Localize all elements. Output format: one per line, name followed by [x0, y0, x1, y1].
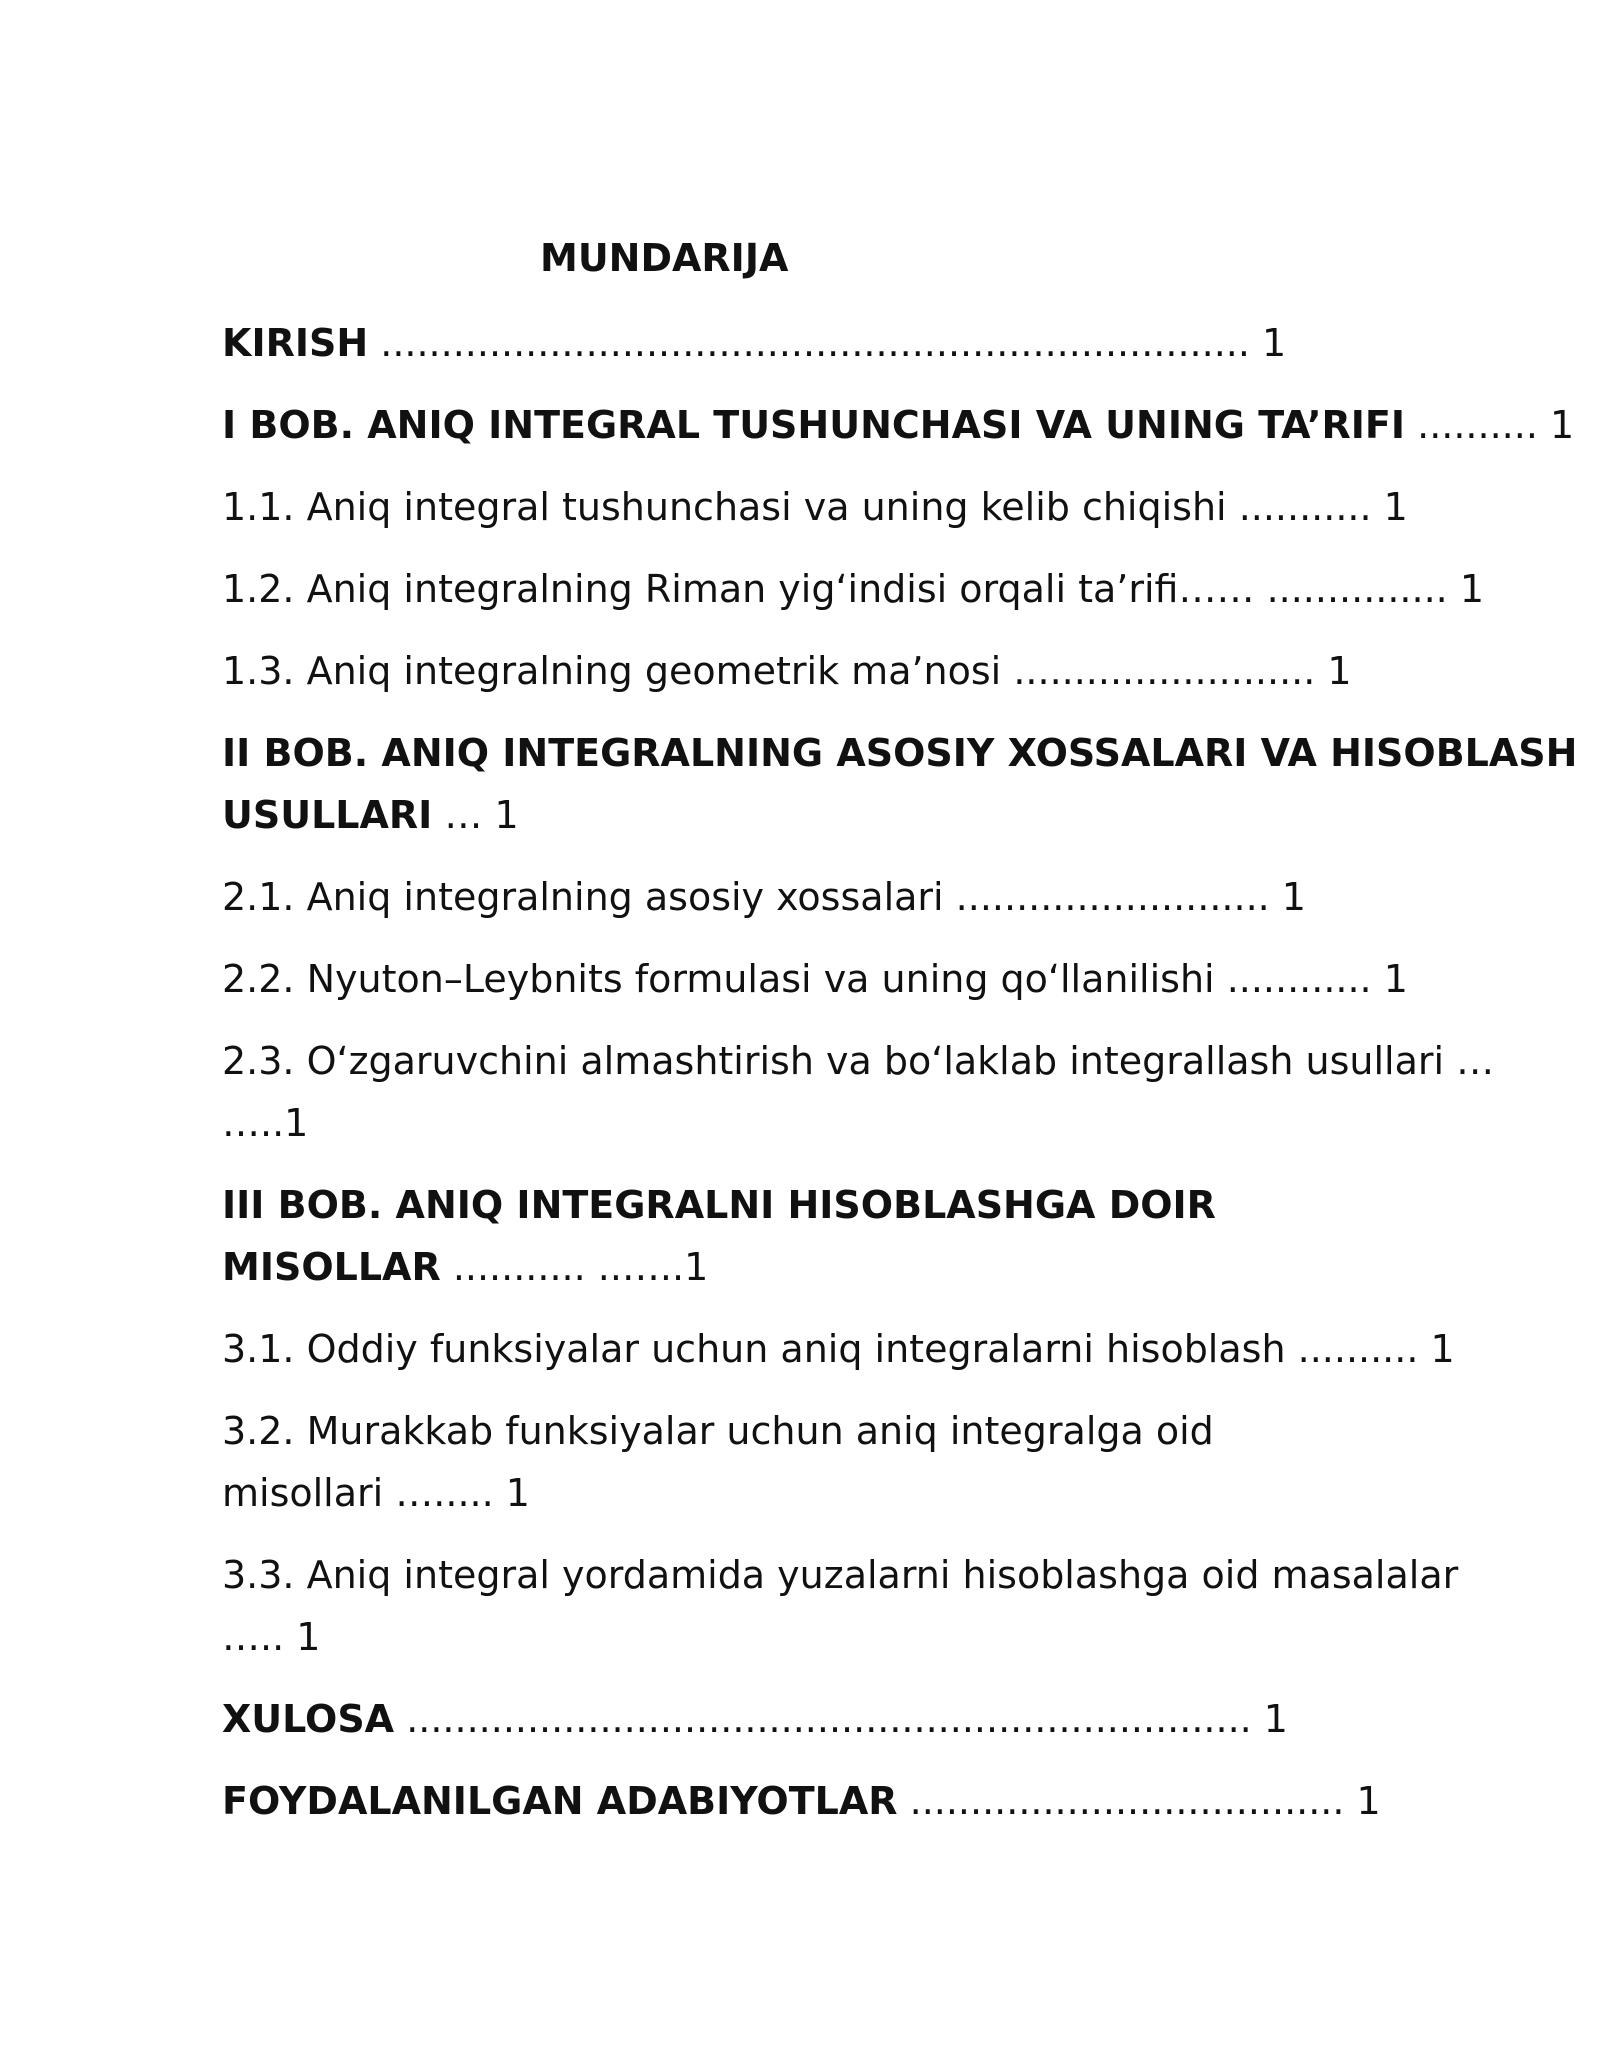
- toc-entry-3-2-cont: [222, 1462, 530, 1524]
- toc-entry-page: ......................... 1: [1001, 649, 1352, 693]
- toc-entry-chapter-2: [222, 722, 1577, 784]
- toc-entry-chapter-1: [222, 394, 1574, 456]
- toc-entry-page: .......................... 1: [943, 875, 1306, 919]
- toc-entry-chapter-3-cont: [222, 1236, 708, 1298]
- toc-entry-1-1: [222, 476, 1408, 538]
- toc-entry-xulosa: [222, 1688, 1288, 1750]
- toc-entry-title: 2.3. O‘zgaruvchini almashtirish va bo‘laklab integrallash usullari …: [222, 1039, 1495, 1083]
- toc-heading: MUNDARIJA: [540, 236, 789, 280]
- toc-entry-title: 3.1. Oddiy funksiyalar uchun aniq integralarni hisoblash: [222, 1327, 1286, 1371]
- toc-entry-title: 1.2. Aniq integralning Riman yig‘indisi orqali ta’rifi……: [222, 567, 1255, 611]
- toc-entry-title: MISOLLAR: [222, 1245, 441, 1289]
- toc-entry-title: KIRISH: [222, 321, 369, 365]
- toc-entry-page: ...................................................................... 1: [394, 1697, 1288, 1741]
- toc-entry-title: 1.1. Aniq integral tushunchasi va uning kelib chiqishi: [222, 485, 1227, 529]
- toc-entry-page: ............ 1: [1214, 957, 1408, 1001]
- toc-entry-3-1: [222, 1318, 1455, 1380]
- toc-entry-page: … 1: [432, 793, 519, 837]
- toc-entry-3-3-cont: [222, 1606, 320, 1668]
- toc-entry-title: USULLARI: [222, 793, 433, 837]
- toc-entry-3-3: [222, 1544, 1458, 1606]
- toc-entry-1-2: [222, 558, 1484, 620]
- toc-entry-references: [222, 1770, 1381, 1832]
- toc-entry-page: .......... 1: [1405, 403, 1575, 447]
- toc-entry-title: II BOB. ANIQ INTEGRALNING ASOSIY XOSSALARI VA HISOBLASH: [222, 731, 1578, 775]
- toc-entry-page: ........................................................................ 1: [368, 321, 1287, 365]
- toc-entry-2-2: [222, 948, 1408, 1010]
- toc-entry-title: misollari: [222, 1471, 384, 1515]
- toc-entry-page: ….. 1: [222, 1615, 321, 1659]
- toc-entry-page: .......... 1: [1285, 1327, 1455, 1371]
- toc-entry-page: …..1: [222, 1101, 309, 1145]
- toc-entry-title: 1.3. Aniq integralning geometrik ma’nosi: [222, 649, 1002, 693]
- toc-entry-title: 3.2. Murakkab funksiyalar uchun aniq integralga oid: [222, 1409, 1214, 1453]
- toc-entry-chapter-2-cont: [222, 784, 519, 846]
- toc-entry-page: ........... ..…..1: [440, 1245, 709, 1289]
- toc-entry-title: 3.3. Aniq integral yordamida yuzalarni hisoblashga oid masalalar: [222, 1553, 1459, 1597]
- toc-entry-2-1: [222, 866, 1306, 928]
- toc-entry-title: 2.1. Aniq integralning asosiy xossalari: [222, 875, 944, 919]
- toc-entry-page: ............... 1: [1254, 567, 1485, 611]
- toc-entry-title: I BOB. ANIQ INTEGRAL TUSHUNCHASI VA UNING TA’RIFI: [222, 403, 1406, 447]
- toc-entry-page: …..... 1: [383, 1471, 530, 1515]
- toc-entry-2-3: [222, 1030, 1494, 1092]
- toc-entry-title: 2.2. Nyuton–Leybnits formulasi va uning qo‘llanilishi: [222, 957, 1215, 1001]
- toc-entry-page: ........... 1: [1226, 485, 1408, 529]
- toc-entry-title: XULOSA: [222, 1697, 395, 1741]
- toc-entry-title: III BOB. ANIQ INTEGRALNI HISOBLASHGA DOIR: [222, 1183, 1216, 1227]
- toc-entry-1-3: [222, 640, 1352, 702]
- toc-entry-kirish: [222, 312, 1286, 374]
- toc-entry-page: .................................... 1: [897, 1779, 1381, 1823]
- toc-entry-2-3-cont: [222, 1092, 308, 1154]
- toc-entry-3-2: [222, 1400, 1214, 1462]
- toc-entry-chapter-3: [222, 1174, 1216, 1236]
- toc-entry-title: FOYDALANILGAN ADABIYOTLAR: [222, 1779, 898, 1823]
